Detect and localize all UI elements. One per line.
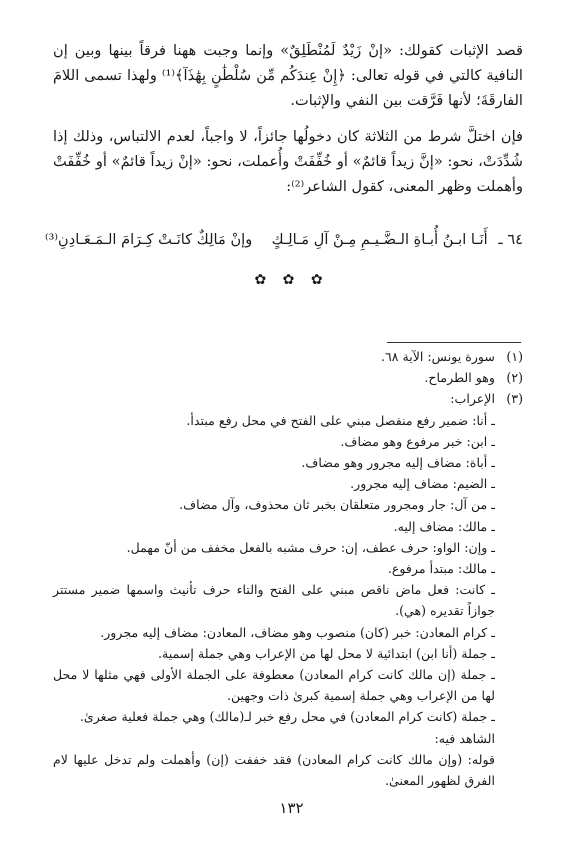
page-number: ١٣٢	[279, 799, 304, 817]
parsing-list	[53, 410, 523, 792]
parsing-line: ـ كانت: فعل ماض ناقص مبني على الفتح والتاء حرف تأنيث واسمها ضمير مستتر جوازاً تقديره (هي).	[53, 582, 495, 619]
footnote-divider	[387, 342, 521, 343]
parsing-line: ـ جملة (كانت كرام المعادن) في محل رفع خبر لـ(مالك) وهي جملة فعلية صغرىٰ.	[79, 709, 495, 725]
parsing-line: ـ وإن: الواو: حرف عطف، إن: حرف مشبه بالفعل مخفف من أنّ مهمل.	[126, 539, 495, 555]
paragraph-2: فإن اختلَّ شرط من الثلاثة كان دخولُها جائزاً، لا واجباً، لعدم الالتباس، وذلك إذا شُدِّدَتْ، نحو: «إنَّ زيداً قائمٌ» أو خُفِّفَتْ وأُعملت، نحو: «إنْ زيداً قائمٌ» أو خُفِّفَتْ وأهملت وظهر المعنى، كقول الشاعر⁽²⁾:	[53, 128, 523, 195]
parsing-line: ـ كرام المعادن: خبر (كان) منصوب وهو مضاف، المعادن: مضاف إليه مجرور.	[100, 624, 495, 640]
footnote-number: (١)	[506, 349, 523, 364]
footnote-text: الإعراب:	[450, 391, 495, 407]
witness-label: الشاهد فيه:	[434, 730, 495, 746]
footnote-number: (٢)	[506, 370, 523, 386]
poetry-verse	[44, 227, 523, 253]
parsing-line: ـ ابن: خبر مرفوع وهو مضاف.	[340, 433, 495, 449]
parsing-line: ـ من آل: جار ومجرور متعلقان بخبر ثان محذوف، وآل مضاف.	[179, 497, 495, 513]
section-ornament: ✿ ✿ ✿	[254, 272, 329, 288]
parsing-line: ـ جملة (إن مالك كانت كرام المعادن) معطوفة على الجملة الأولى فهي مثلها لا محل لها من الإعراب وهي جملة إسمية كبرىٰ ذات وجهين.	[53, 667, 495, 704]
footnote-number: (٣)	[506, 391, 523, 407]
footnote-text: سورة يونس: الآية ٦٨.	[380, 349, 495, 364]
verse-first-hemistich: أَنَـا ابـنُ أُبـاةِ الـضَّـيـمِ مِـنْ آلِ مَـالِـكٍ	[271, 231, 488, 248]
parsing-line: ـ أباة: مضاف إليه مجرور وهو مضاف.	[301, 455, 495, 471]
parsing-line: ـ مالك: مبتدأ مرفوع.	[387, 561, 495, 577]
paragraph-1: قصد الإثبات كقولك: «إنْ زَيْدٌ لَمُنْطَلِقٌ» وإنما وجبت ههنا فرقاً بينها وبين إن النافية كالتي في قوله تعالى: ﴿إِنْ عِندَكُم مِّن سُلْطَٰنٍ بِهَٰذَآ﴾⁽¹⁾ ولهذا تسمى اللامَ الفارقَةَ؛ لأنها فَرَّقت بين النفي والإثبات.	[53, 42, 523, 109]
footnote-1	[53, 346, 523, 367]
footnote-2	[53, 367, 523, 388]
witness-text: قوله: (وإن مالك كانت كرام المعادن) فقد خففت (إن) وأهملت ولم تدخل عليها لام الفرق لظهور المعنىٰ.	[53, 751, 495, 789]
main-text	[53, 38, 523, 209]
verse-second-hemistich: وإنْ مَالِكٌ كانَـتْ كِـرَامَ الـمَـعَـادِنِ⁽³⁾	[44, 231, 253, 248]
parsing-line: ـ الضيم: مضاف إليه مجرور.	[350, 476, 495, 492]
verse-number: ٦٤ ـ	[498, 231, 523, 248]
footnote-3	[53, 388, 523, 409]
parsing-line: ـ مالك: مضاف إليه.	[393, 518, 495, 534]
parsing-line: ـ أنا: ضمير رفع منفصل مبني على الفتح في محل رفع مبتدأ.	[186, 412, 495, 428]
footnote-text: وهو الطرماح.	[424, 370, 495, 386]
footnotes	[53, 346, 523, 791]
parsing-line: ـ جملة (أنا ابن) ابتدائية لا محل لها من الإعراب وهي جملة إسمية.	[158, 645, 495, 661]
